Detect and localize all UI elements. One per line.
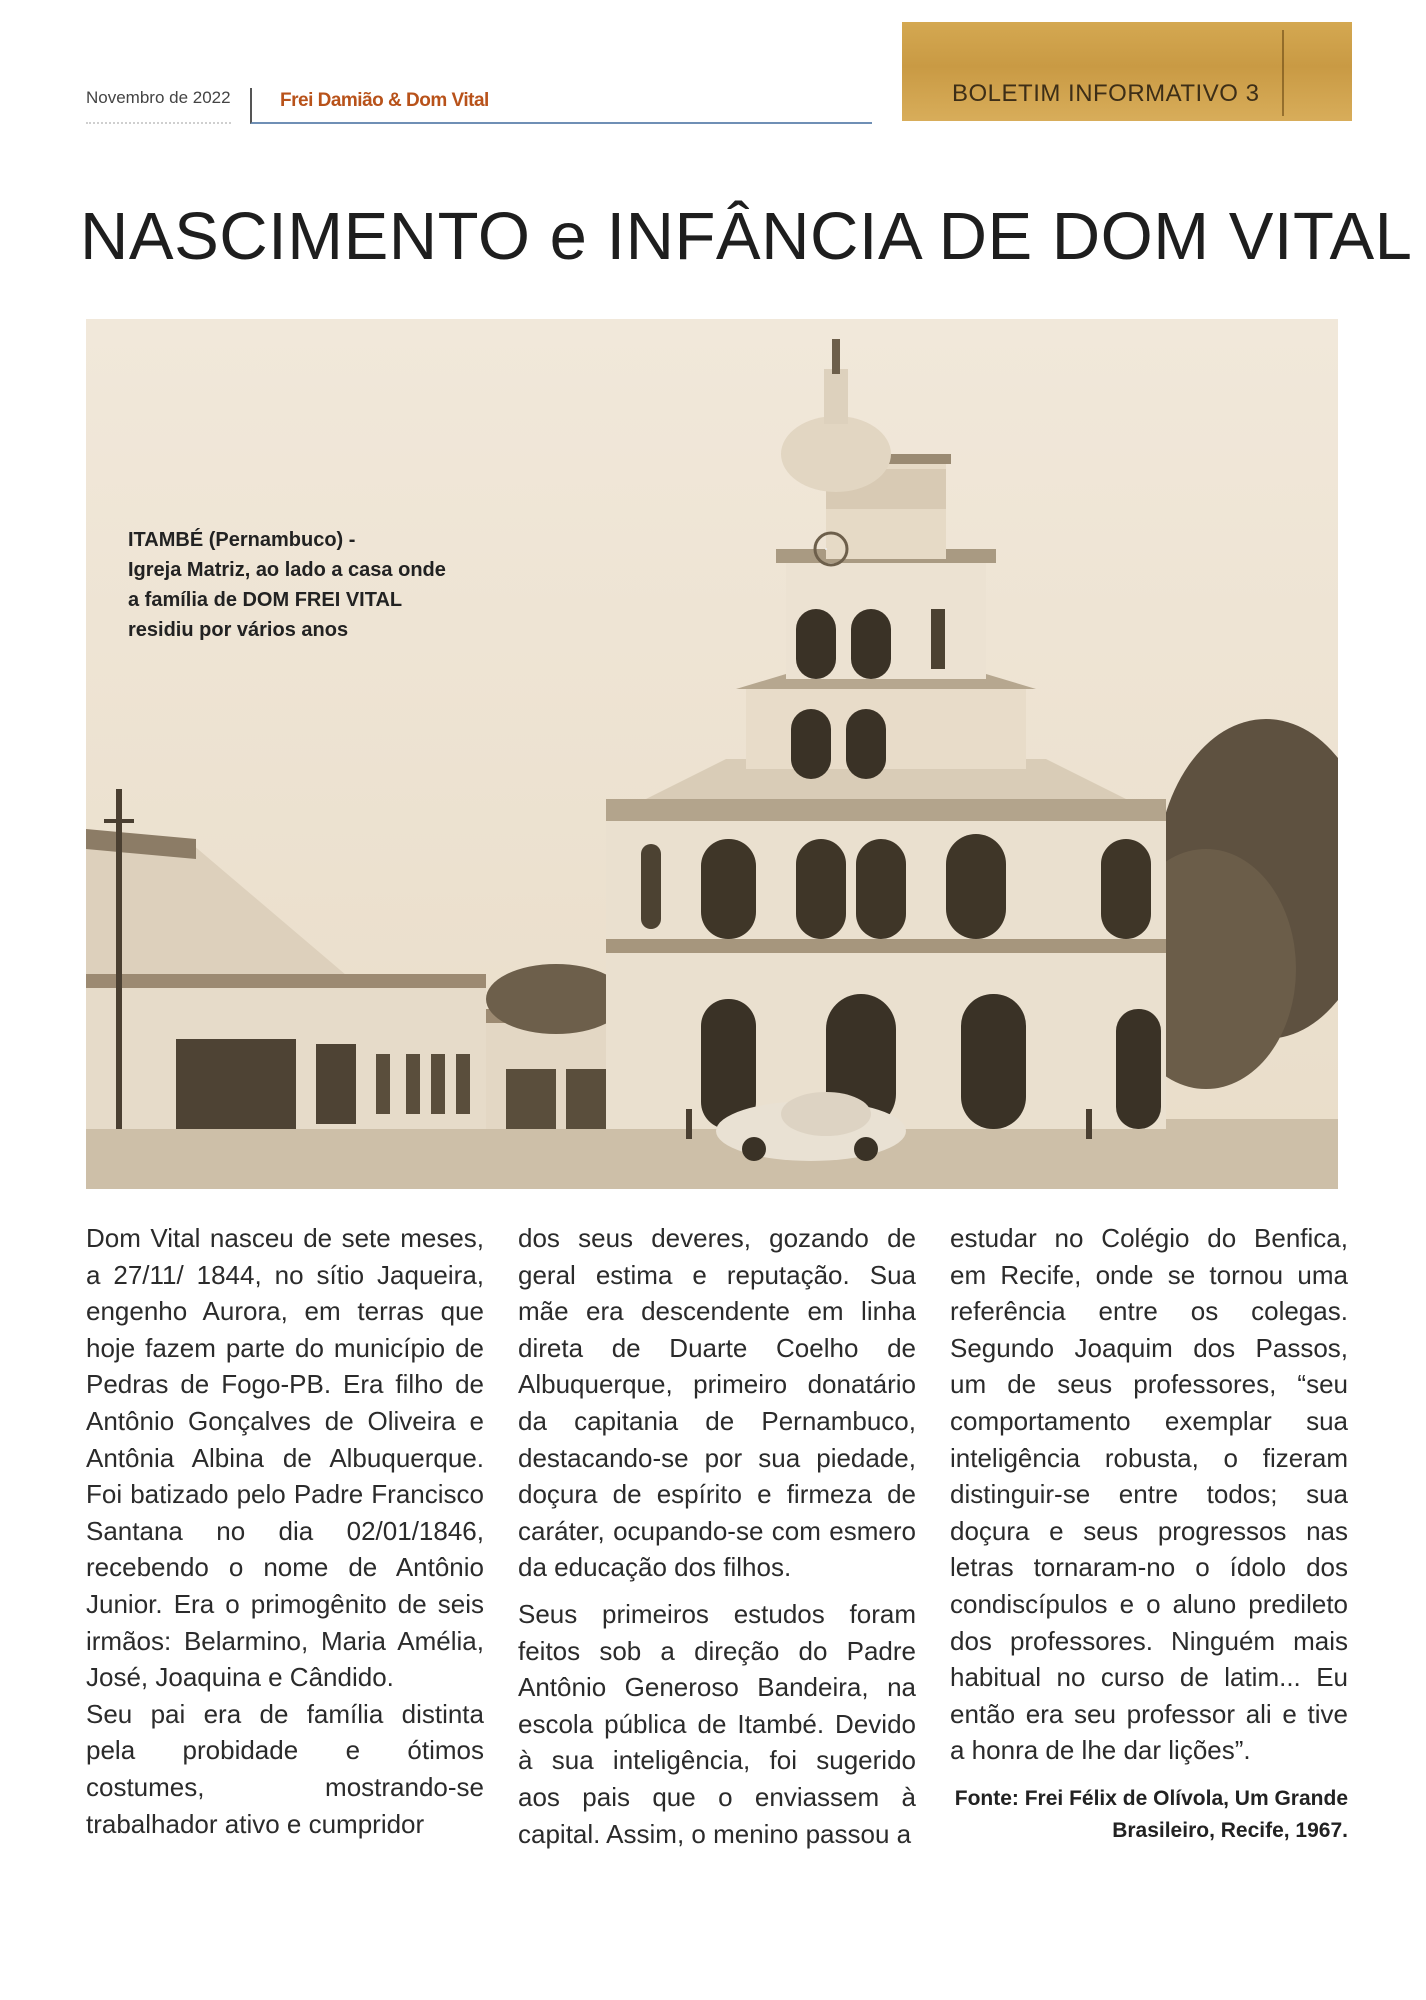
caption-line: Igreja Matriz, ao lado a casa onde	[128, 559, 446, 581]
article-column-2	[518, 1220, 916, 1852]
header-date: Novembro de 2022	[86, 88, 231, 124]
article-paragraph: Seus primeiros estudos foram feitos sob a direção do Padre Antônio Generoso Bandeira, na escola pública de Itambé. Devido à sua inteligência, foi sugerido aos pais que o enviassem à capital. Assim, o menino passou a	[518, 1598, 916, 1849]
caption-line: a família de DOM FREI VITAL	[128, 589, 403, 611]
church-photo-illustration	[86, 319, 1338, 1189]
article-column-3	[950, 1220, 1348, 1847]
banner-divider	[1282, 30, 1284, 116]
article-paragraph: dos seus deveres, gozando de geral estima e reputação. Sua mãe era descendente em linha direta de Duarte Coelho de Albuquerque, primeiro donatário da capitania de Pernambuco, destacando-se por sua piedade, doçura de espírito e firmeza de caráter, ocupando-se com esmero da educação dos filhos.	[518, 1223, 916, 1583]
caption-line: ITAMBÉ (Pernambuco) -	[128, 529, 356, 551]
header-brand: Frei Damião & Dom Vital	[280, 90, 489, 111]
article-paragraph: Seu pai era de família distinta pela probidade e ótimos costumes, mostrando-se trabalhador ativo e cumpridor	[86, 1698, 484, 1839]
photo-caption	[128, 525, 508, 645]
article-paragraph: estudar no Colégio do Benfica, em Recife, onde se tornou uma referência entre os colegas. Segundo Joaquim dos Passos, um de seus professores, “seu comportamento exemplar sua inteligência robusta, o fizeram distinguir-se entre todos; sua doçura e seus progressos nas letras tornaram-no o ídolo dos condiscípulos e o aluno predileto dos professores. Ninguém mais habitual no curso de latim... Eu então era seu professor ali e tive a honra de lhe dar lições”.	[950, 1223, 1348, 1766]
page-title: NASCIMENTO e INFÂNCIA DE DOM VITAL	[80, 199, 1413, 274]
source-citation: Fonte: Frei Félix de Olívola, Um Grande Brasileiro, Recife, 1967.	[954, 1786, 1348, 1842]
church-photo	[86, 319, 1338, 1189]
article-paragraph: Dom Vital nasceu de sete meses, a 27/11/ 1844, no sítio Jaqueira, engenho Aurora, em terras que hoje fazem parte do município de Pedras de Fogo-PB. Era filho de Antônio Gonçalves de Oliveira e Antônia Albina de Albuquerque. Foi batizado pelo Padre Francisco Santana no dia 02/01/1846, recebendo o nome de Antônio Junior. Era o primogênito de seis irmãos: Belarmino, Maria Amélia, José, Joaquina e Cândido.	[86, 1223, 484, 1693]
bulletin-label: BOLETIM INFORMATIVO 3	[952, 80, 1260, 107]
header-banner	[902, 22, 1352, 121]
article-column-1	[86, 1220, 484, 1842]
caption-line: residiu por vários anos	[128, 619, 349, 641]
